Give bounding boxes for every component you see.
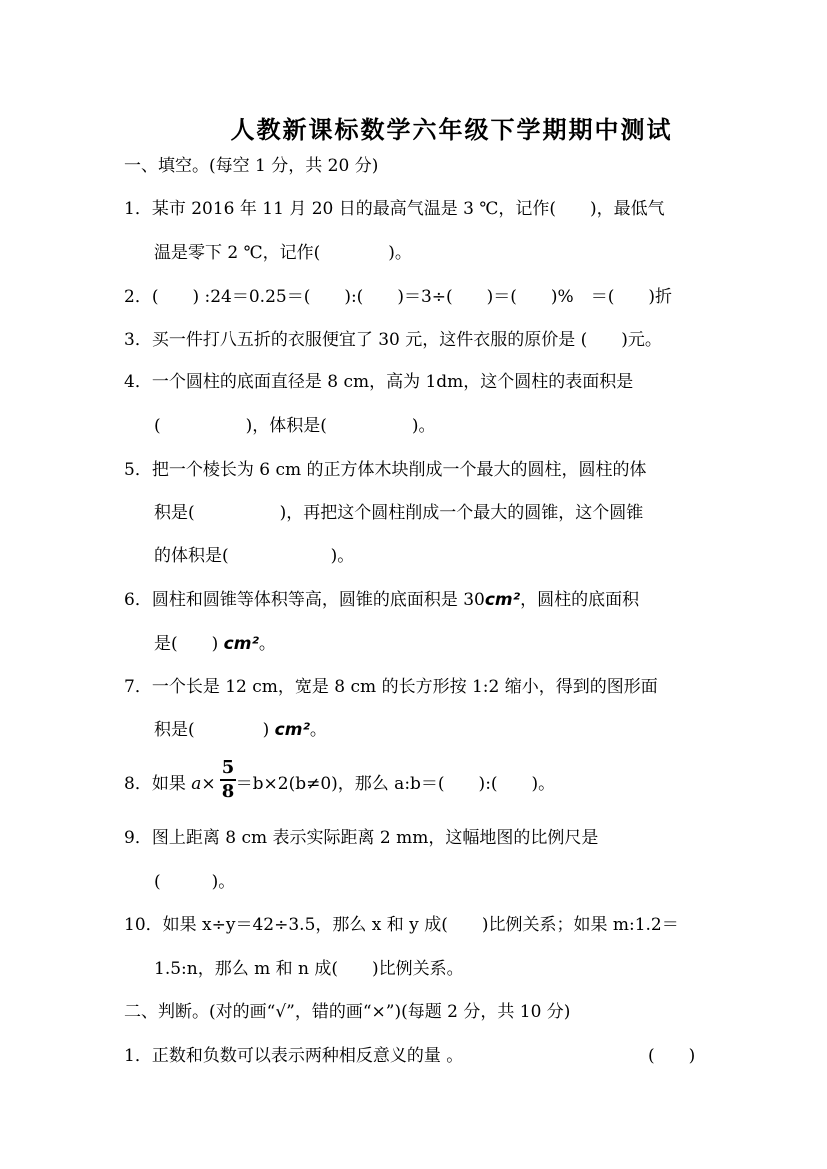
q1-line2: 温是零下 2 ℃，记作( )。: [154, 243, 412, 263]
q10-line2: 1.5:n，那么 m 和 n 成( )比例关系。: [154, 959, 464, 979]
cm2-unit: cm²: [484, 590, 521, 610]
s2-q1-answer-box: ( ): [648, 1046, 696, 1066]
q7-line1: 7．一个长是 12 cm，宽是 8 cm 的长方形按 1:2 缩小，得到的图形面: [124, 677, 658, 697]
q8-rest: ＝b×2(b≠0)，那么 a:b＝( ):( )。: [235, 774, 556, 794]
q6-line2-text-b: 。: [258, 634, 276, 654]
q5-line1: 5．把一个棱长为 6 cm 的正方体木块削成一个最大的圆柱，圆柱的体: [124, 460, 647, 480]
q3-line1: 3．买一件打八五折的衣服便宜了 30 元，这件衣服的原价是 ( )元。: [124, 330, 662, 350]
q8-fraction: [220, 758, 236, 802]
q9-line2: ( )。: [154, 872, 236, 892]
q7-line2-text-a: 积是( ): [154, 720, 270, 740]
q5-line3: 的体积是( )。: [154, 546, 355, 566]
q10-line1: 10．如果 x÷y＝42÷3.5，那么 x 和 y 成( )比例关系；如果 m:1.2＝: [124, 915, 679, 935]
q7-line2-text-b: 。: [309, 720, 327, 740]
q8-prefix: 8．如果: [124, 774, 192, 794]
q6-line1-text-b: ，圆柱的底面积: [520, 590, 640, 610]
q4-line1: 4．一个圆柱的底面直径是 8 cm，高为 1dm，这个圆柱的表面积是: [124, 372, 634, 392]
q6-line2: [154, 633, 276, 655]
fraction-denominator: 8: [221, 781, 235, 802]
section1-header: 一、填空。(每空 1 分，共 20 分): [124, 156, 379, 176]
fraction-numerator: 5: [221, 757, 235, 778]
q5-line2: 积是( )，再把这个圆柱削成一个最大的圆锥，这个圆锥: [154, 503, 644, 523]
q1-line1: 1．某市 2016 年 11 月 20 日的最高气温是 3 ℃，记作( )，最低气: [124, 199, 665, 219]
section2-header: 二、判断。(对的画“√”，错的画“×”)(每题 2 分，共 10 分): [124, 1002, 571, 1022]
q8-line1: [124, 773, 555, 795]
cm2-unit: cm²: [274, 720, 310, 740]
s2-q1-text: 1．正数和负数可以表示两种相反意义的量 。: [124, 1046, 464, 1066]
q6-line1: [124, 589, 639, 611]
q4-line2: ( )，体积是( )。: [154, 416, 436, 436]
page-title: 人教新课标数学六年级下学期期中测试: [230, 115, 673, 144]
q2-line1: 2．( ) :24＝0.25＝( ):( )＝3÷( )＝( )% ＝( )折: [124, 287, 672, 307]
q8-times: ×: [201, 774, 216, 794]
cm2-unit: cm²: [223, 634, 259, 654]
q6-line1-text-a: 6．圆柱和圆锥等体积等高，圆锥的底面积是 30: [124, 590, 485, 610]
q7-line2: [154, 719, 327, 741]
q6-line2-text-a: 是( ): [154, 634, 219, 654]
q8-var-a: a: [191, 774, 202, 794]
q9-line1: 9．图上距离 8 cm 表示实际距离 2 mm，这幅地图的比例尺是: [124, 828, 599, 848]
